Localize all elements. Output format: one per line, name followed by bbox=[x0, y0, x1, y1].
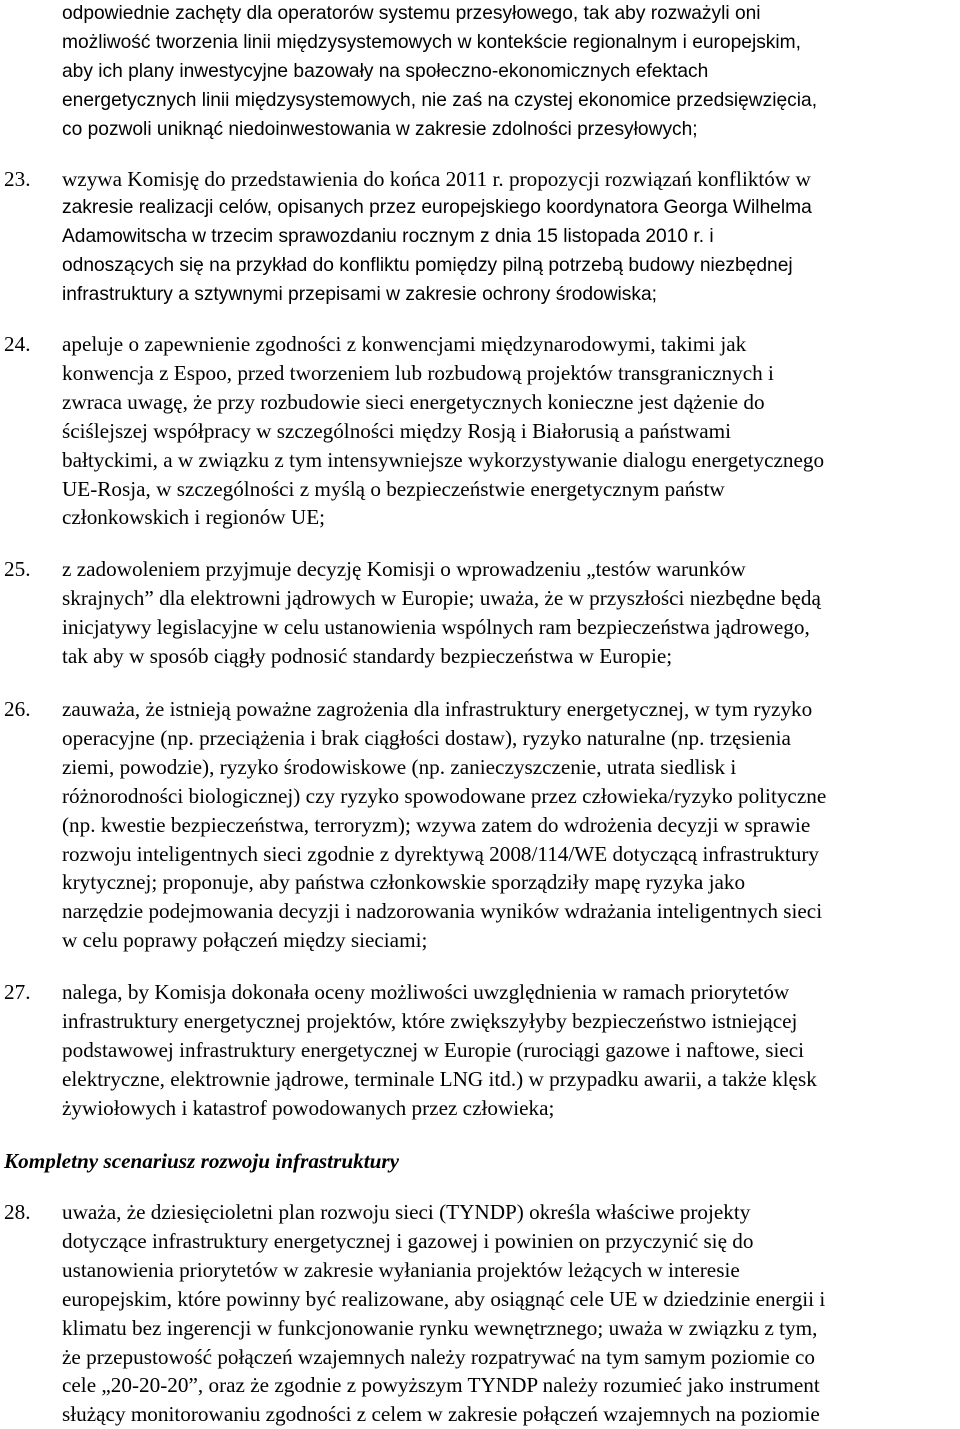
text-line: co pozwoli uniknąć niedoinwestowania w zakresie zdolności przesyłowych; bbox=[62, 118, 698, 140]
text-line: uważa, że dziesięcioletni plan rozwoju sieci (TYNDP) określa właściwe projekty bbox=[62, 1200, 751, 1224]
paragraph-text bbox=[62, 695, 955, 955]
paragraph-text bbox=[62, 1198, 955, 1429]
text-line: nalega, by Komisja dokonała oceny możliwości uwzględnienia w ramach priorytetów bbox=[62, 980, 790, 1004]
paragraph-number: 27. bbox=[4, 980, 31, 1004]
paragraph-number: 25. bbox=[4, 557, 31, 581]
section-heading: Kompletny scenariusz rozwoju infrastruktury bbox=[4, 1149, 400, 1173]
text-line: ziemi, powodzie), ryzyko środowiskowe (np. zanieczyszczenie, utrata siedlisk i bbox=[62, 754, 737, 779]
text-line: zauważa, że istnieją poważne zagrożenia dla infrastruktury energetycznej, w tym ryzyko bbox=[62, 697, 813, 721]
text-line: infrastruktury energetycznej projektów, które zwiększyłyby bezpieczeństwo istniejącej bbox=[62, 1008, 798, 1033]
paragraph-28 bbox=[0, 1198, 960, 1429]
paragraph-text bbox=[62, 0, 955, 145]
paragraph-number: 23. bbox=[4, 167, 31, 191]
text-line: bałtyckimi, a w związku z tym intensywniejsze wykorzystywanie dialogu energetycznego bbox=[62, 447, 825, 472]
text-line: możliwość tworzenia linii międzysystemowych w kontekście regionalnym i europejskim, bbox=[62, 31, 801, 53]
text-line: skrajnych” dla elektrowni jądrowych w Europie; uważa, że w przyszłości niezbędne będą bbox=[62, 585, 821, 610]
text-line: europejskim, które powinny być realizowane, aby osiągnąć cele UE w dziedzinie energii i bbox=[62, 1286, 826, 1311]
text-line: tak aby w sposób ciągły podnosić standardy bezpieczeństwa w Europie; bbox=[62, 643, 673, 668]
text-line: podstawowej infrastruktury energetycznej w Europie (rurociągi gazowe i naftowe, sieci bbox=[62, 1037, 805, 1062]
text-line: apeluje o zapewnienie zgodności z konwencjami międzynarodowymi, takimi jak bbox=[62, 332, 747, 356]
text-line: zwraca uwagę, że przy rozbudowie sieci energetycznych konieczne jest dążenie do bbox=[62, 389, 765, 414]
paragraph-23 bbox=[0, 165, 960, 310]
paragraph-text bbox=[62, 978, 955, 1123]
text-line: wzywa Komisję do przedstawienia do końca 2011 r. propozycji rozwiązań konfliktów w bbox=[62, 167, 811, 191]
text-line: elektryczne, elektrownie jądrowe, terminale LNG itd.) w przypadku awarii, a także klęsk bbox=[62, 1066, 817, 1091]
text-line: operacyjne (np. przeciążenia i brak ciągłości dostaw), ryzyko naturalne (np. trzęsienia bbox=[62, 725, 791, 750]
paragraph-number: 28. bbox=[4, 1200, 31, 1224]
text-line: (np. kwestie bezpieczeństwa, terroryzm); wzywa zatem do wdrożenia decyzji w sprawie bbox=[62, 812, 811, 837]
text-line: żywiołowych i katastrof powodowanych przez człowieka; bbox=[62, 1095, 555, 1120]
text-line: aby ich plany inwestycyjne bazowały na społeczno-ekonomicznych efektach bbox=[62, 60, 709, 82]
paragraph-text bbox=[62, 165, 955, 310]
text-line: odnoszących się na przykład do konfliktu pomiędzy pilną potrzebą budowy niezbędnej bbox=[62, 254, 793, 276]
paragraph-24 bbox=[0, 330, 960, 532]
text-line: w celu poprawy połączeń między sieciami; bbox=[62, 928, 428, 953]
paragraph-22-continuation bbox=[0, 0, 960, 145]
text-line: Adamowitscha w trzecim sprawozdaniu rocznym z dnia 15 listopada 2010 r. i bbox=[62, 225, 714, 247]
text-line: infrastruktury a sztywnymi przepisami w zakresie ochrony środowiska; bbox=[62, 283, 657, 305]
text-line: różnorodności biologicznej) czy ryzyko spowodowane przez człowieka/ryzyko polityczne bbox=[62, 783, 827, 808]
text-line: energetycznych linii międzysystemowych, nie zaś na czystej ekonomice przedsięwzięcia, bbox=[62, 89, 818, 111]
text-line: konwencja z Espoo, przed tworzeniem lub rozbudową projektów transgranicznych i bbox=[62, 360, 774, 385]
text-line: że przepustowość połączeń wzajemnych należy rozpatrywać na tym samym poziomie co bbox=[62, 1344, 816, 1369]
text-line: narzędzie podejmowania decyzji i nadzorowania wyników wdrażania inteligentnych sieci bbox=[62, 899, 823, 924]
text-line: rozwoju inteligentnych sieci zgodnie z dyrektywą 2008/114/WE dotyczącą infrastruktury bbox=[62, 841, 820, 866]
text-line: członkowskich i regionów UE; bbox=[62, 505, 326, 530]
paragraph-number: 24. bbox=[4, 332, 31, 356]
paragraph-text bbox=[62, 330, 955, 532]
text-line: krytycznej; proponuje, aby państwa członkowskie sporządziły mapę ryzyka jako bbox=[62, 870, 746, 895]
text-line: UE-Rosja, w szczególności z myślą o bezpieczeństwie energetycznym państw bbox=[62, 476, 725, 501]
paragraph-27 bbox=[0, 978, 960, 1123]
paragraph-26 bbox=[0, 695, 960, 955]
text-line: ustanowienia priorytetów w zakresie wyłaniania projektów leżących w interesie bbox=[62, 1257, 740, 1282]
text-line: ściślejszej współpracy w szczególności między Rosją i Białorusią a państwami bbox=[62, 418, 731, 443]
text-line: dotyczące infrastruktury energetycznej i gazowej i powinien on przyczynić się do bbox=[62, 1228, 754, 1253]
text-line: służący monitorowaniu zgodności z celem w zakresie połączeń wzajemnych na poziomie bbox=[62, 1402, 820, 1427]
text-line: inicjatywy legislacyjne w celu ustanowienia wspólnych ram bezpieczeństwa jądrowego, bbox=[62, 614, 810, 639]
paragraph-text bbox=[62, 555, 955, 671]
paragraph-25 bbox=[0, 555, 960, 671]
text-line: klimatu bez ingerencji w funkcjonowanie rynku wewnętrznego; uważa w związku z tym, bbox=[62, 1315, 818, 1340]
paragraph-number: 26. bbox=[4, 697, 31, 721]
text-line: z zadowoleniem przyjmuje decyzję Komisji o wprowadzeniu „testów warunków bbox=[62, 557, 746, 581]
text-line: zakresie realizacji celów, opisanych przez europejskiego koordynatora Georga Wilhelma bbox=[62, 196, 812, 218]
text-line: odpowiednie zachęty dla operatorów systemu przesyłowego, tak aby rozważyli oni bbox=[62, 3, 761, 24]
text-line: cele „20-20-20”, oraz że zgodnie z powyższym TYNDP należy rozumieć jako instrument bbox=[62, 1373, 820, 1398]
